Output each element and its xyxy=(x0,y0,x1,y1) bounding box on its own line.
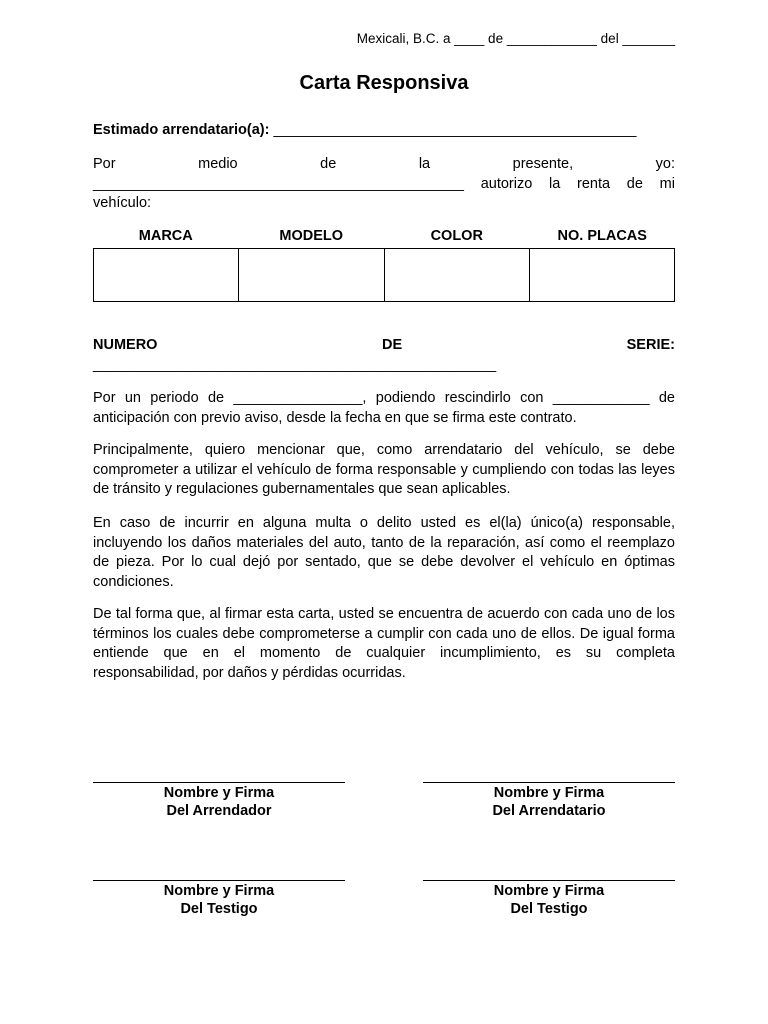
signature-line xyxy=(93,782,345,783)
intro-word: de xyxy=(626,175,643,192)
intro-word: yo: xyxy=(655,156,675,172)
intro-word: de xyxy=(320,156,337,172)
signature-caption: Nombre y Firma xyxy=(493,883,605,899)
intro-word: la xyxy=(549,175,561,192)
column-header-placas: NO. PLACAS xyxy=(557,228,647,244)
signature-line xyxy=(93,880,345,881)
signature-role: Del Arrendatario xyxy=(492,802,606,819)
intro-line-3: vehículo: xyxy=(93,195,152,211)
signature-role: Del Testigo xyxy=(510,900,588,917)
signature-caption: Nombre y Firma xyxy=(493,785,605,801)
column-header-marca: MARCA xyxy=(138,228,193,244)
intro-line-1 xyxy=(93,155,675,175)
intro-word: medio xyxy=(198,156,238,172)
vehicle-table-header xyxy=(93,228,675,248)
principal-paragraph: Principalmente, quiero mencionar que, como arrendatario del vehículo, se debe comprometer a utilizar el vehículo de forma responsable y cumpliendo con todas las leyes de tránsito y regulaciones gubernamentales que sean aplicables. xyxy=(93,442,675,497)
signature-caption: Nombre y Firma xyxy=(163,883,275,899)
serie-label-line xyxy=(93,336,675,356)
signature-arrendador xyxy=(93,782,345,820)
acuerdo-paragraph: De tal forma que, al firmar esta carta, usted se encuentra de acuerdo con cada uno de los términos los cuales debe comprometerse a cumplir con cada uno de ellos. De igual forma entiende que en el momento de cualquier incumplimiento, es su completa responsabilidad, por daños y pérdidas ocurridas. xyxy=(93,606,675,681)
intro-word: renta xyxy=(577,175,611,192)
column-header-modelo: MODELO xyxy=(279,228,344,244)
serie-word: NUMERO xyxy=(93,337,158,353)
serie-word: DE xyxy=(381,337,403,353)
date-line: Mexicali, B.C. a ____ de ____________ del _______ xyxy=(356,31,675,46)
signature-role: Del Arrendador xyxy=(166,802,272,819)
intro-word: Por xyxy=(93,156,116,172)
placas-cell[interactable] xyxy=(530,249,674,301)
signature-arrendatario xyxy=(423,782,675,820)
serie-blank: __________________________________________________ xyxy=(93,356,497,373)
modelo-cell[interactable] xyxy=(239,249,384,301)
intro-word: presente, xyxy=(512,156,574,172)
intro-word: autorizo xyxy=(480,175,533,192)
signature-testigo-2 xyxy=(423,880,675,918)
multa-paragraph: En caso de incurrir en alguna multa o delito usted es el(la) único(a) responsable, incluyendo los daños materiales del auto, tanto de la reparación, así como el reemplazo de pieza. Por lo cual dejó por sentado, que se debe devolver el vehículo en óptimas condiciones. xyxy=(93,515,675,590)
serie-word: SERIE: xyxy=(626,337,675,353)
salutation xyxy=(93,122,675,138)
color-cell[interactable] xyxy=(385,249,530,301)
signature-caption: Nombre y Firma xyxy=(163,785,275,801)
intro-word: mi xyxy=(659,175,675,192)
signature-line xyxy=(423,880,675,881)
signature-testigo-1 xyxy=(93,880,345,918)
intro-paragraph xyxy=(93,155,675,214)
serie-field xyxy=(93,336,675,375)
salutation-label: Estimado arrendatario(a): xyxy=(93,122,270,138)
vehicle-table-row xyxy=(93,248,675,302)
column-header-color: COLOR xyxy=(430,228,483,244)
salutation-blank: _____________________________________________ xyxy=(273,122,637,138)
signature-line xyxy=(423,782,675,783)
vehicle-table xyxy=(93,228,675,302)
period-paragraph: Por un periodo de ________________, podiendo rescindirlo con ____________ de anticipación con previo aviso, desde la fecha en que se firma este contrato. xyxy=(93,390,675,426)
intro-line-2 xyxy=(93,175,675,195)
intro-word: la xyxy=(418,156,431,172)
document-title: Carta Responsiva xyxy=(299,72,469,94)
marca-cell[interactable] xyxy=(94,249,239,301)
signature-role: Del Testigo xyxy=(180,900,258,917)
intro-name-blank: ______________________________________________ xyxy=(93,175,464,192)
